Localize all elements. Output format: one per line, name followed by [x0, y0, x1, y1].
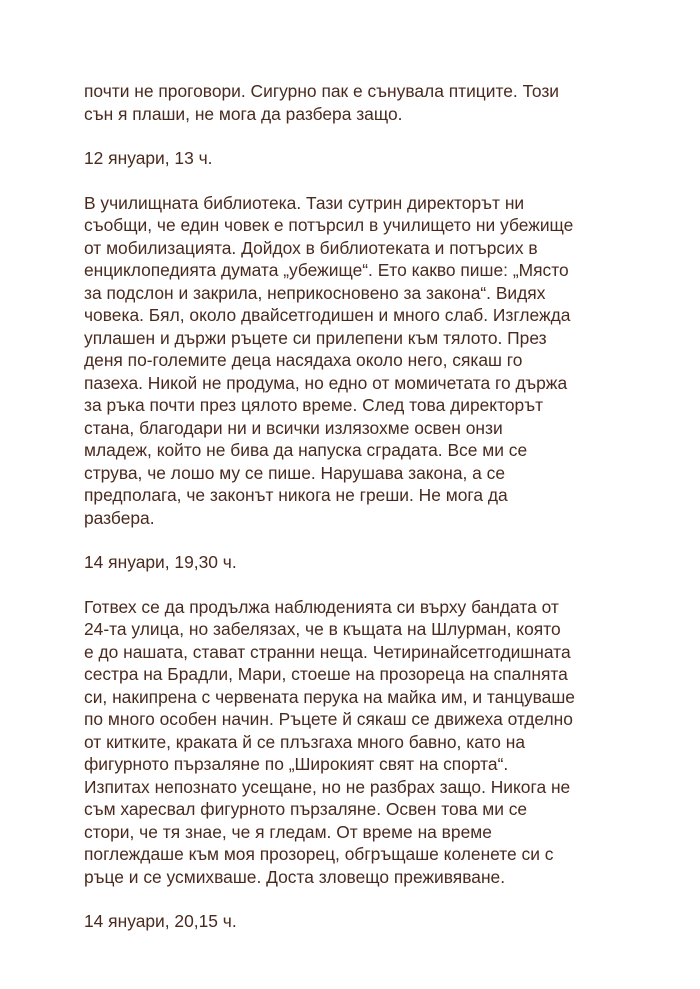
text-line: за подслон и закрила, неприкосновено за закона“. Видях [84, 282, 546, 303]
text-line: е до нашата, стават странни неща. Четиринайсетгодишната [84, 641, 571, 662]
text-line: пазеха. Никой не продума, но едно от момичетата го държа [84, 372, 568, 393]
text-line: разбера. [84, 507, 155, 528]
text-line: 24-та улица, но забелязах, че в къщата на Шлурман, която [84, 619, 561, 639]
text-line: предполага, че законът никога не греши. Не мога да [84, 485, 508, 505]
text-line: стори, че тя знае, че я гледам. От време на време [84, 821, 492, 842]
text-line: младеж, който не бива да напуска сградата. Все ми се [84, 440, 528, 460]
text-line: фигурното пързаляне по „Широкият свят на спорта“. [84, 754, 509, 774]
text-line: ръце и се усмихваше. Доста зловещо преживяване. [84, 866, 506, 887]
diary-date-heading: 12 януари, 13 ч. [84, 148, 213, 168]
text-line: от китките, краката й се плъзгаха много бавно, като на [84, 731, 526, 752]
paragraph-window [84, 596, 624, 889]
text-line: съобщи, че един човек е потърсил в училището ни убежище [84, 215, 574, 235]
text-line: съм харесвал фигурното пързаляне. Освен това ми се [84, 799, 528, 819]
diary-date-heading: 14 януари, 19,30 ч. [84, 552, 237, 572]
text-line: В училищната библиотека. Тази сутрин директорът ни [84, 192, 525, 213]
text-line: почти не проговори. Сигурно пак е сънувала птиците. Този [84, 81, 560, 101]
paragraph-intro [84, 80, 624, 125]
text-line: Готвех се да продължа наблюденията си върху бандата от [84, 596, 559, 617]
text-line: по много особен начин. Ръцете й сякаш се движеха отделно [84, 709, 573, 729]
paragraph-library [84, 192, 624, 530]
text-line: си, накипрена с червената перука на майка им, и танцуваше [84, 686, 575, 707]
text-line: енциклопедията думата „убежище“. Ето какво пише: „Място [84, 260, 569, 280]
text-line: за ръка почти през цялото време. След това директорът [84, 395, 544, 415]
text-line: човека. Бял, около двайсетгодишен и много слаб. Изглежда [84, 305, 571, 325]
text-line: уплашен и държи ръцете си прилепени към тялото. През [84, 327, 547, 348]
text-line: струва, че лошо му се пише. Нарушава закона, а се [84, 462, 506, 483]
text-line: деня по-големите деца насядаха около него, сякаш го [84, 350, 523, 370]
text-line: сън я плаши, не мога да разбера защо. [84, 103, 403, 124]
text-line: Изпитах непознато усещане, но не разбрах защо. Никога не [84, 776, 571, 797]
text-line: сестра на Брадли, Мари, стоеше на прозореца на спалнята [84, 664, 568, 684]
text-line: от мобилизацията. Дойдох в библиотеката и потърсих в [84, 237, 538, 258]
text-line: поглеждаше към моя прозорец, обгръщаше коленете си с [84, 844, 554, 864]
text-line: стана, благодари ни и всички излязохме освен онзи [84, 417, 503, 438]
diary-date-heading: 14 януари, 20,15 ч. [84, 911, 237, 931]
document-page [84, 80, 624, 955]
